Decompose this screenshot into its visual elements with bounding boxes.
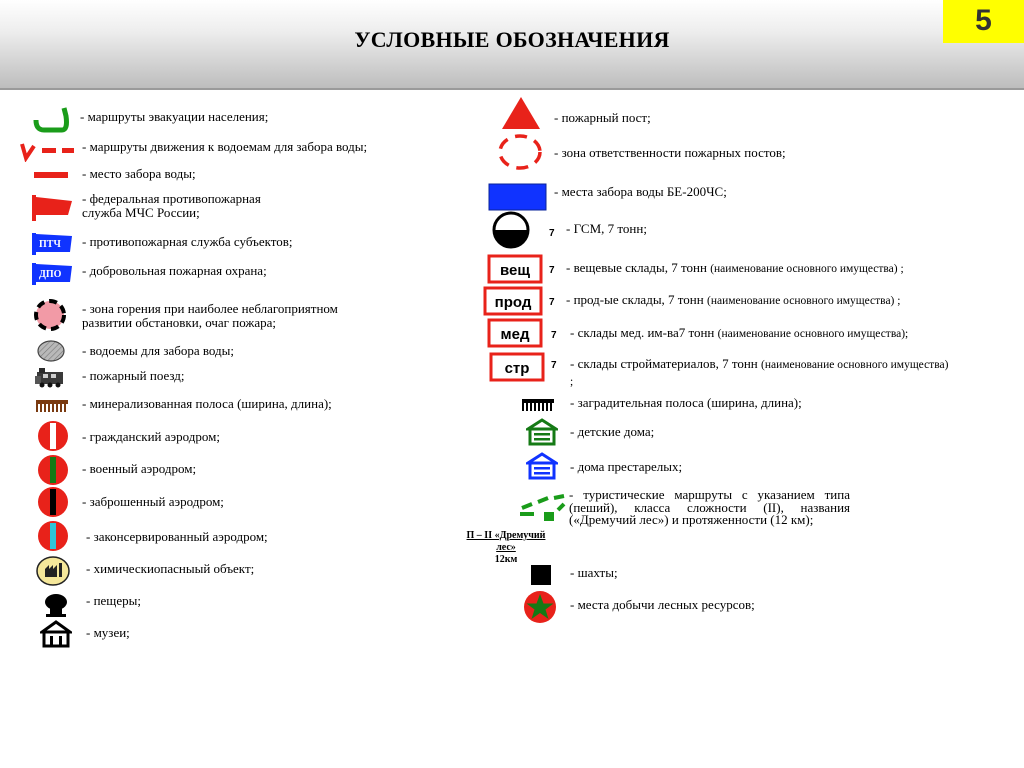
page-title: УСЛОВНЫЕ ОБОЗНАЧЕНИЯ xyxy=(354,27,670,52)
label-fire-post-zone: - зона ответственности пожарных постов; xyxy=(554,145,786,160)
label-fire-post: - пожарный пост; xyxy=(554,110,651,125)
route-example-line3: 12км xyxy=(494,554,518,565)
flag-ptch-text: ПТЧ xyxy=(39,239,61,250)
route-example-line2: лес» xyxy=(496,542,516,553)
tonnage-gsm: 7 xyxy=(549,228,555,239)
label-be200: - места забора воды БЕ-200ЧС; xyxy=(554,184,727,199)
label-abandoned-airfield: - заброшенный аэродром; xyxy=(82,494,224,509)
label-military-airfield: - военный аэродром; xyxy=(82,461,197,476)
barrier-strip-icon xyxy=(520,396,556,414)
header-bar xyxy=(0,0,1024,90)
label-fuel: - ГСМ, 7 тонн; xyxy=(566,221,647,236)
water-intake-icon xyxy=(30,165,72,185)
box-build-text: стр xyxy=(504,360,530,377)
build-note-text: (наименование основного имущества) ; xyxy=(570,359,949,388)
label-federal-service: - федеральная противопожарная служба МЧС России; xyxy=(82,191,261,220)
label-fire-train: - пожарный поезд; xyxy=(82,368,185,383)
tonnage-med: 7 xyxy=(551,330,557,341)
be200-water-intake-icon xyxy=(488,183,548,211)
label-water-intake: - место забора воды; xyxy=(82,166,196,181)
clothing-note-text: (наименование основного имущества) ; xyxy=(710,263,904,275)
label-mineralized-strip: - минерализованная полоса (ширина, длина); xyxy=(82,396,332,411)
forest-resources-icon xyxy=(523,590,557,624)
label-childrens-homes: - детские дома; xyxy=(570,424,655,439)
label-tourist-routes: - туристические маршруты с указанием типа (пеший), класса сложности (II), названия («Дремучий лес») и протяженности (12 км); xyxy=(569,487,850,527)
evacuation-route-icon xyxy=(32,106,74,134)
route-example-line1: П – II «Дремучий xyxy=(466,530,546,541)
fire-zone-icon xyxy=(32,297,68,333)
tonnage-build: 7 xyxy=(551,360,557,371)
box-clothing-text: вещ xyxy=(499,262,531,279)
label-evacuation-routes: - маршруты эвакуации населения; xyxy=(80,109,269,124)
label-med xyxy=(570,326,908,341)
water-route-icon xyxy=(20,140,76,162)
food-main-text: - прод-ые склады, 7 тонн xyxy=(566,292,704,307)
clothing-warehouse-icon xyxy=(487,254,543,284)
museum-icon xyxy=(40,620,72,648)
label-water-routes: - маршруты движения к водоемам для забора воды; xyxy=(82,139,368,154)
page-number-badge: 5 xyxy=(943,0,1024,43)
fire-post-zone-icon xyxy=(496,132,544,172)
label-forest-resources: - места добычи лесных ресурсов; xyxy=(570,597,755,612)
box-food-text: прод xyxy=(494,294,532,311)
flag-dpo-text: ДПО xyxy=(39,269,62,280)
clothing-main-text: - вещевые склады, 7 тонн xyxy=(566,260,707,275)
tourist-route-example xyxy=(450,530,562,566)
label-volunteer: - добровольная пожарная охрана; xyxy=(82,263,267,278)
label-caves: - пещеры; xyxy=(86,593,141,608)
mothballed-airfield-icon xyxy=(37,520,69,552)
military-airfield-icon xyxy=(37,454,69,486)
chemical-hazard-icon xyxy=(35,555,71,587)
label-clothing xyxy=(566,261,904,276)
civil-airfield-icon xyxy=(37,420,69,452)
fire-train-icon xyxy=(33,366,67,388)
food-warehouse-icon xyxy=(483,286,543,316)
food-note-text: (наименование основного имущества) ; xyxy=(706,295,901,307)
label-mines: - шахты; xyxy=(570,565,618,580)
tonnage-food: 7 xyxy=(549,297,555,308)
build-main-text: - склады стройматериалов, 7 тонн xyxy=(570,356,758,371)
tonnage-clothing: 7 xyxy=(549,265,555,276)
mine-icon xyxy=(530,564,552,586)
childrens-home-icon xyxy=(526,418,558,446)
label-mothballed-airfield: - законсервированный аэродром; xyxy=(86,529,268,544)
tourist-route-icon xyxy=(516,494,568,528)
label-museums: - музеи; xyxy=(86,625,130,640)
label-subject-service: - противопожарная служба субъектов; xyxy=(82,234,293,249)
label-ponds: - водоемы для забора воды; xyxy=(82,343,235,358)
label-barrier-strip: - заградительная полоса (ширина, длина); xyxy=(570,395,802,410)
cave-icon xyxy=(42,592,70,618)
elderly-home-icon xyxy=(526,452,558,480)
label-elderly-homes: - дома престарелых; xyxy=(570,459,683,474)
label-chemical-hazard: - химическиопасныый объект; xyxy=(86,561,255,576)
box-med-text: мед xyxy=(500,326,530,343)
building-materials-warehouse-icon xyxy=(489,352,545,382)
label-build xyxy=(570,356,950,390)
medical-warehouse-icon xyxy=(487,318,543,348)
med-note-text: (наименование основного имущества); xyxy=(717,328,909,340)
federal-service-flag-icon xyxy=(30,193,74,223)
fire-post-icon xyxy=(500,95,542,131)
label-civil-airfield: - гражданский аэродром; xyxy=(82,429,220,444)
fuel-storage-icon xyxy=(491,210,531,250)
pond-icon xyxy=(35,339,67,363)
mineralized-strip-icon xyxy=(34,397,70,415)
subject-service-flag-icon xyxy=(30,232,74,256)
volunteer-flag-icon xyxy=(30,262,74,286)
label-fire-zone: - зона горения при наиболее неблагоприятном развитии обстановки, очаг пожара; xyxy=(82,301,338,330)
abandoned-airfield-icon xyxy=(37,486,69,518)
med-main-text: - склады мед. им-ва7 тонн xyxy=(570,325,715,340)
label-food xyxy=(566,293,900,308)
